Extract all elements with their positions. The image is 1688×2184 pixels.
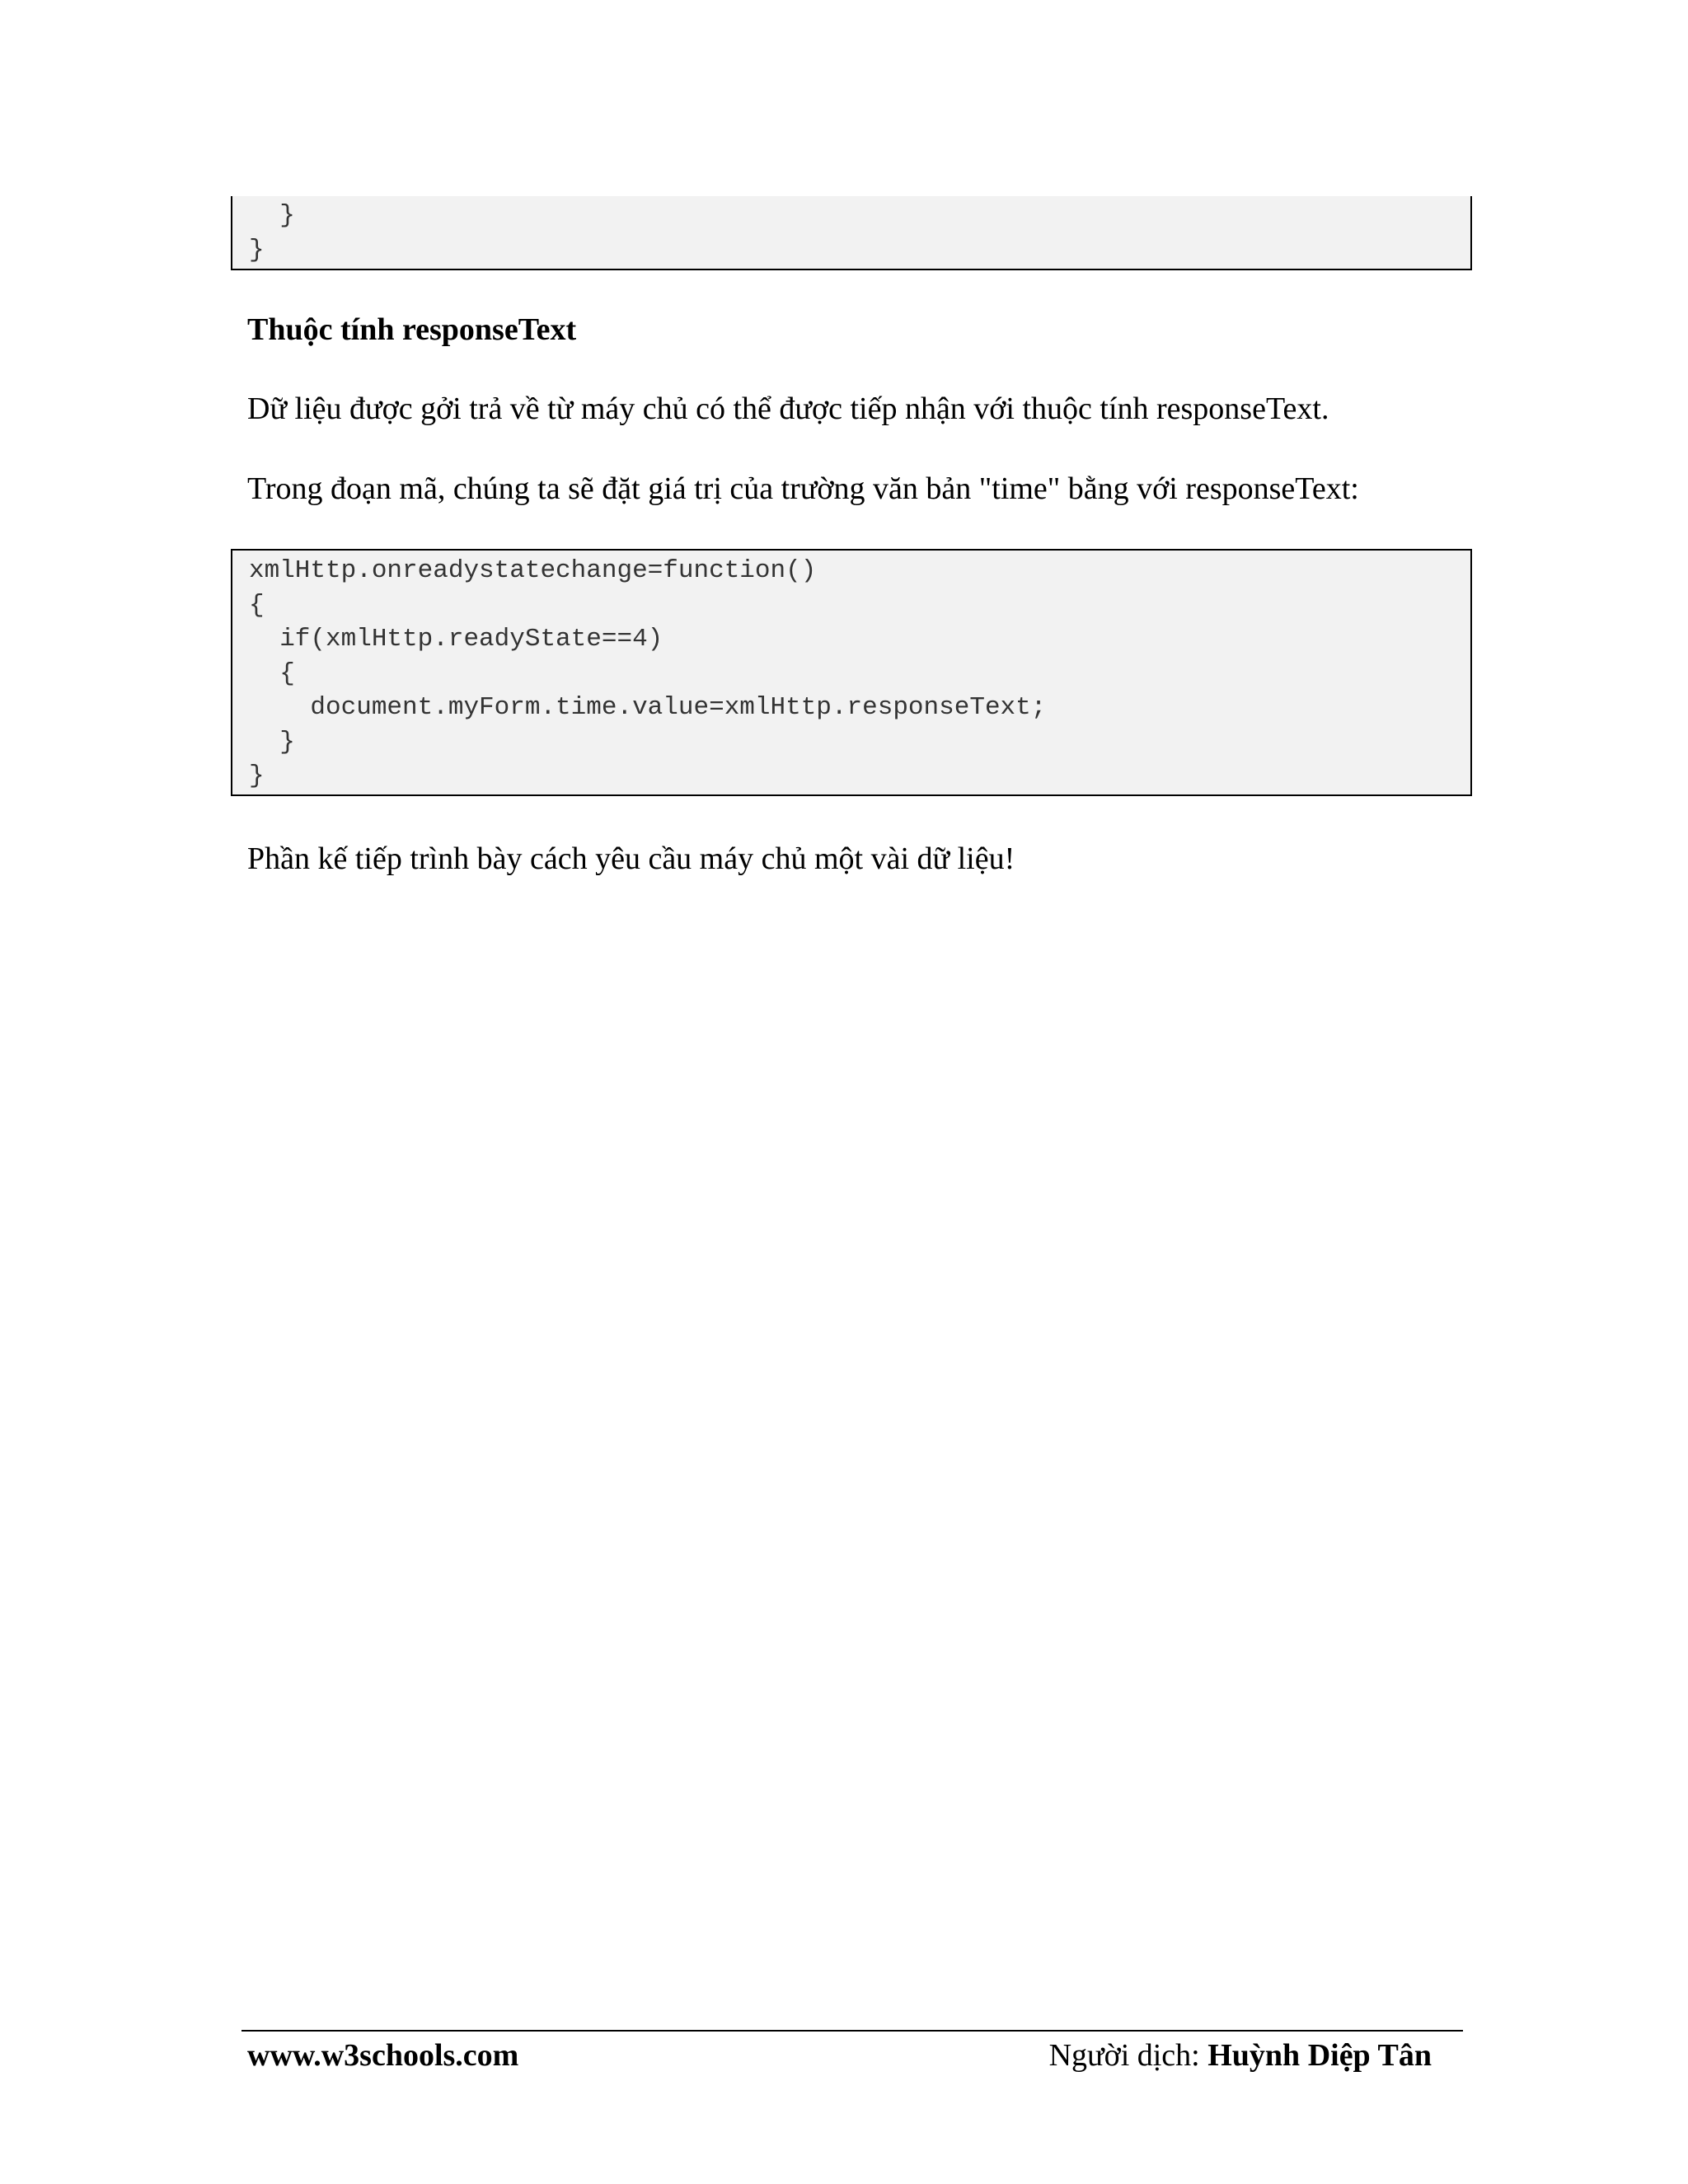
paragraph-description: Dữ liệu được gởi trả về từ máy chủ có thể được tiếp nhận với thuộc tính responseText. — [247, 391, 1329, 426]
code-line: { — [249, 590, 265, 620]
code-line: } — [249, 762, 265, 790]
code-line: { — [249, 658, 295, 688]
code-line: } — [249, 235, 265, 265]
footer-website: www.w3schools.com — [247, 2038, 519, 2073]
paragraph-next-section: Phần kế tiếp trình bày cách yêu cầu máy chủ một vài dữ liệu! — [247, 841, 1015, 876]
code-block-continued — [231, 196, 1472, 270]
paragraph-code-intro: Trong đoạn mã, chúng ta sẽ đặt giá trị của trường văn bản "time" bằng với responseText: — [247, 471, 1359, 506]
translator-name: Huỳnh Diệp Tân — [1207, 2038, 1432, 2073]
code-block-responsetext — [231, 549, 1472, 796]
code-line: } — [249, 201, 295, 230]
code-line: } — [249, 727, 295, 757]
footer-translator — [1049, 2031, 1432, 2080]
section-heading: Thuộc tính responseText — [247, 312, 577, 347]
code-line: xmlHttp.onreadystatechange=function() — [249, 556, 817, 585]
code-line: document.myForm.time.value=xmlHttp.responseText; — [249, 693, 1047, 722]
translator-label: Người dịch: — [1048, 2038, 1208, 2073]
code-line: if(xmlHttp.readyState==4) — [249, 625, 663, 654]
